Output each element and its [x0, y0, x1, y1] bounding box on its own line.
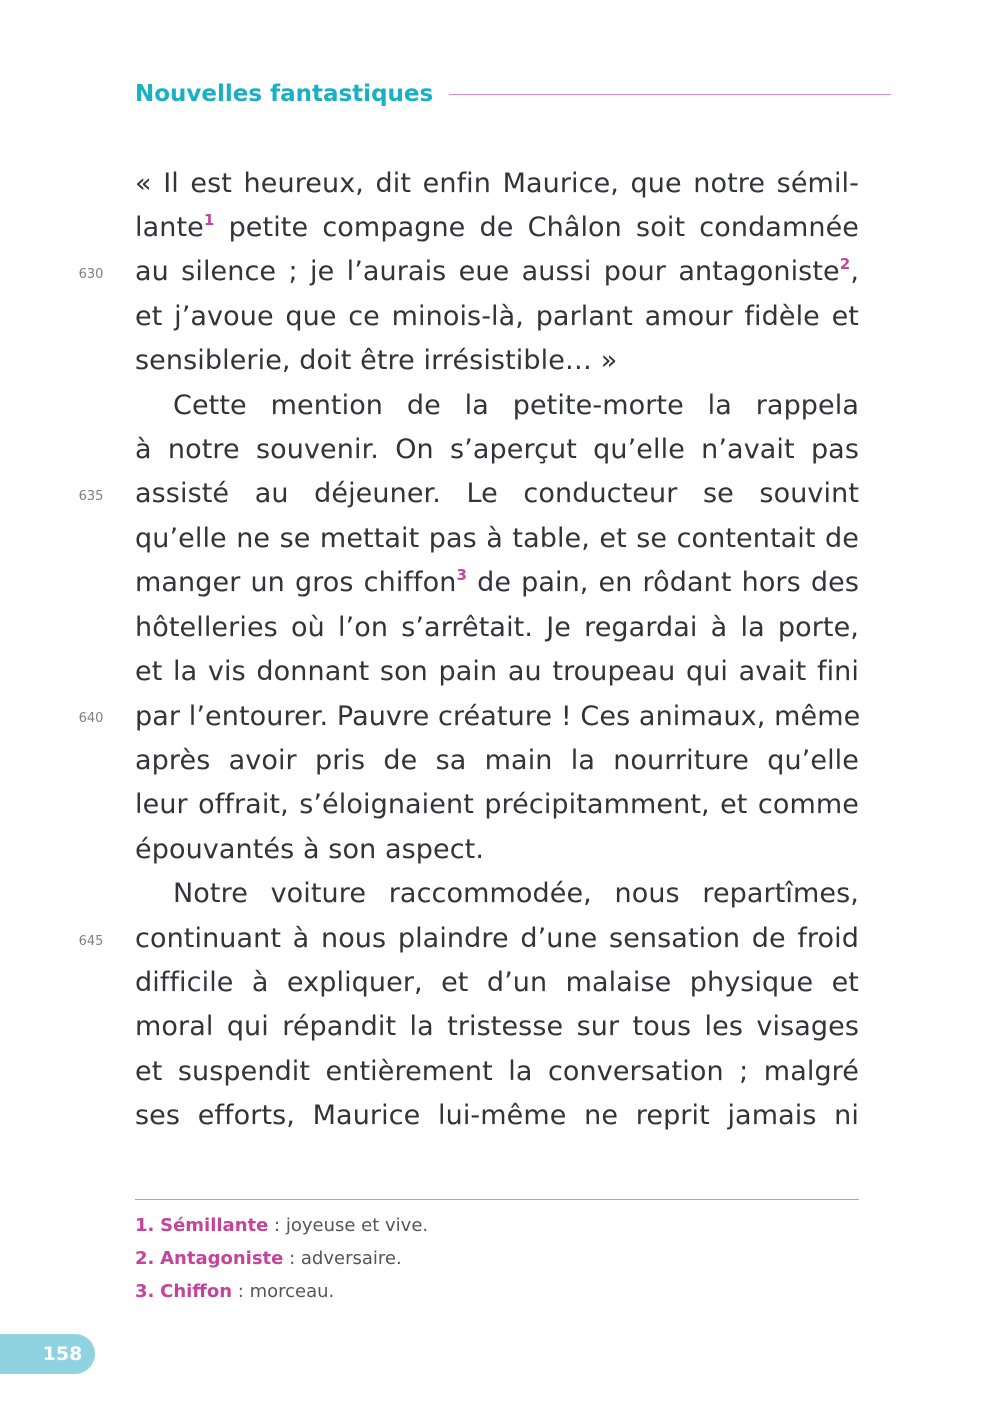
footnote-term: Sémillante [160, 1215, 269, 1236]
footnote-separator [135, 1199, 859, 1200]
line-number: 635 [78, 489, 104, 504]
line-number: 645 [78, 934, 104, 949]
text-fragment: au silence ; je l’aurais eue aussi pour antagoniste [135, 256, 840, 287]
text-line: épouvantés à son aspect. [135, 834, 485, 865]
text-line: sensiblerie, doit être irrésistible… » [135, 345, 618, 376]
text-fragment: petite compagne de Châlon soit condamnée [214, 212, 859, 243]
text-line: Cette mention de la petite-morte la rappela [173, 390, 859, 421]
text-line: leur offrait, s’éloignaient précipitamment, et comme [135, 789, 859, 820]
text-line [135, 206, 859, 250]
footnote-term: Chiffon [160, 1281, 233, 1302]
text-fragment: lante [135, 212, 204, 243]
text-line: hôtelleries où l’on s’arrêtait. Je regardai à la porte, [135, 612, 859, 643]
text-line: qu’elle ne se mettait pas à table, et se contentait de [135, 523, 859, 554]
text-line: moral qui répandit la tristesse sur tous les visages [135, 1011, 859, 1042]
text-fragment: manger un gros chiffon [135, 567, 457, 598]
footnote-number: 2. [135, 1248, 155, 1269]
footnote-ref-1[interactable]: 1 [203, 211, 215, 229]
text-fragment: de pain, en rôdant hors des [467, 567, 859, 598]
footnote-3 [135, 1281, 334, 1302]
footnote-definition: : morceau. [232, 1281, 335, 1302]
running-header [135, 78, 891, 110]
footnote-definition: : adversaire. [283, 1248, 402, 1269]
footnote-definition: : joyeuse et vive. [268, 1215, 429, 1236]
text-line [135, 561, 859, 605]
text-line: ses efforts, Maurice lui-même ne reprit jamais ni [135, 1100, 859, 1131]
text-line: et la vis donnant son pain au troupeau qui avait fini [135, 656, 859, 687]
footnote-number: 1. [135, 1215, 155, 1236]
text-line: par l’entourer. Pauvre créature ! Ces animaux, même [135, 701, 861, 732]
book-title: Nouvelles fantastiques [135, 81, 434, 107]
text-line: à notre souvenir. On s’aperçut qu’elle n’avait pas [135, 434, 859, 465]
footnote-term: Antagoniste [160, 1248, 284, 1269]
footnote-ref-2[interactable]: 2 [839, 255, 851, 273]
text-line [135, 250, 859, 294]
footnote-number: 3. [135, 1281, 155, 1302]
text-line: assisté au déjeuner. Le conducteur se souvint [135, 478, 859, 509]
page-number: 158 [42, 1343, 83, 1365]
footnote-2 [135, 1248, 402, 1269]
line-number: 630 [78, 267, 104, 282]
text-line: continuant à nous plaindre d’une sensation de froid [135, 923, 859, 954]
text-line: difficile à expliquer, et d’un malaise physique et [135, 967, 859, 998]
line-number: 640 [78, 711, 104, 726]
text-fragment: , [850, 256, 859, 287]
text-line: après avoir pris de sa main la nourriture qu’elle [135, 745, 859, 776]
header-rule [449, 94, 891, 95]
text-line: « Il est heureux, dit enfin Maurice, que notre sémil- [135, 168, 859, 199]
text-line: Notre voiture raccommodée, nous repartîmes, [173, 878, 859, 909]
text-line: et j’avoue que ce minois-là, parlant amour fidèle et [135, 301, 859, 332]
footnote-ref-3[interactable]: 3 [456, 566, 468, 584]
text-line: et suspendit entièrement la conversation ; malgré [135, 1056, 859, 1087]
page-number-tab [0, 1334, 95, 1374]
footnote-1 [135, 1215, 428, 1236]
